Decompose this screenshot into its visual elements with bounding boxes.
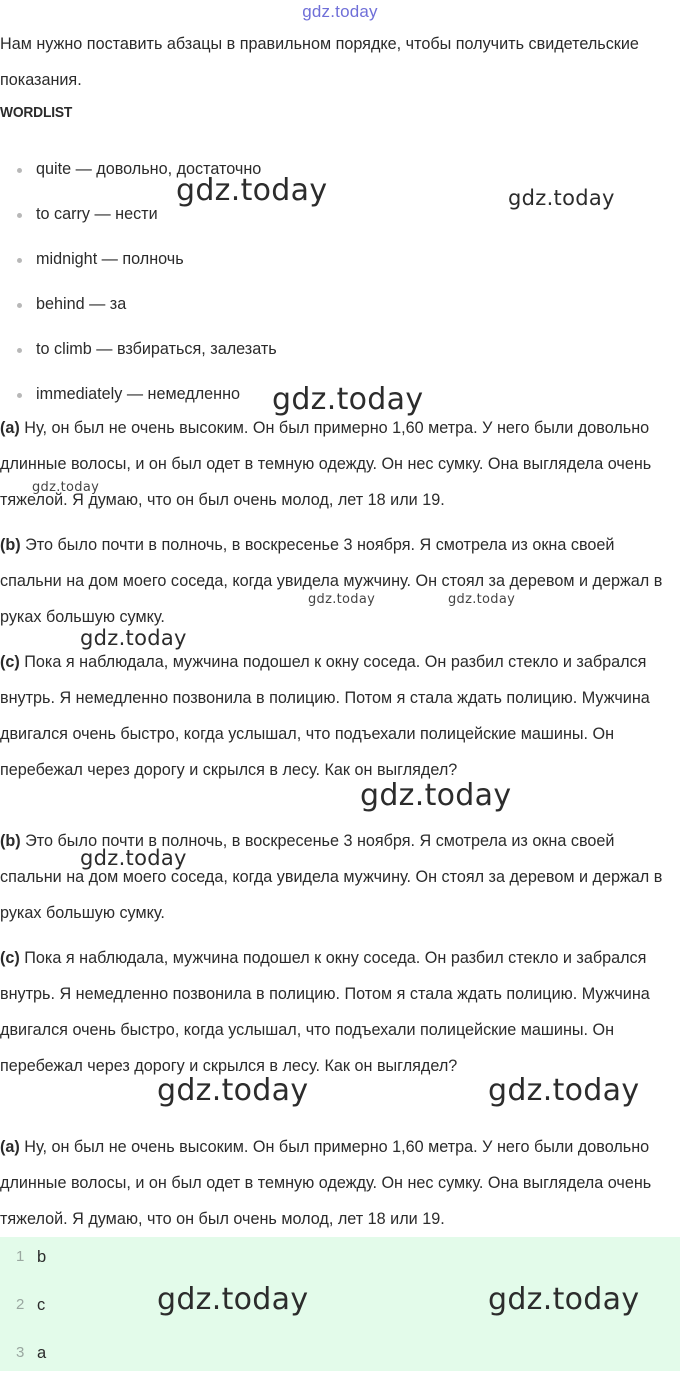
wordlist-heading: WORDLIST [0,104,73,121]
paragraph-c-ordered [0,940,672,1084]
paragraph-a-ordered [0,1129,672,1237]
wordlist-item-text: immediately — немедленно [36,385,241,403]
paragraph-letter: (b) [0,536,21,554]
answer-value: a [37,1344,47,1362]
answer-value: c [37,1296,46,1314]
bullet-icon [17,213,22,218]
paragraph-a [0,410,672,518]
paragraph-text: Пока я наблюдала, мужчина подошел к окну соседа. Он разбил стекло и забрался внутрь. Я немедленно позвонила в полицию. Потом я стала ждать полицию. Мужчина двигался очень быстро, когда услышал, что подъехали полицейские машины. Он перебежал через дорогу и скрылся в лесу. Как он выглядел? [0,653,650,779]
bullet-icon [17,348,22,353]
paragraph-letter: (c) [0,949,20,967]
wordlist-item-text: to climb — взбираться, залезать [36,340,277,358]
paragraph-letter: (b) [0,832,21,850]
answer-row [0,1333,680,1373]
watermark: gdz.today [157,1073,309,1108]
answer-number: 1 [16,1248,25,1265]
bullet-icon [17,393,22,398]
bullet-icon [17,258,22,263]
paragraph-text: Ну, он был не очень высоким. Он был примерно 1,60 метра. У него были довольно длинные волосы, и он был одет в темную одежду. Он нес сумку. Она выглядела очень тяжелой. Я думаю, что он был очень молод, лет 18 или 19. [0,1138,652,1228]
wordlist-item-text: quite — довольно, достаточно [36,160,262,178]
paragraph-c [0,644,672,788]
paragraph-b-ordered [0,823,672,931]
bullet-icon [17,303,22,308]
paragraph-text: Пока я наблюдала, мужчина подошел к окну соседа. Он разбил стекло и забрался внутрь. Я немедленно позвонила в полицию. Потом я стала ждать полицию. Мужчина двигался очень быстро, когда услышал, что подъехали полицейские машины. Он перебежал через дорогу и скрылся в лесу. Как он выглядел? [0,949,650,1075]
answer-block [0,1237,680,1371]
watermark: gdz.today [32,480,100,495]
wordlist-item-text: midnight — полночь [36,250,184,268]
answer-row [0,1285,680,1325]
wordlist-item-text: to carry — нести [36,205,158,223]
watermark: gdz.today [157,1282,309,1317]
paragraph-letter: (c) [0,653,20,671]
wordlist [0,150,672,420]
paragraph-text: Это было почти в полночь, в воскресенье 3 ноября. Я смотрела из окна своей спальни на дом моего соседа, когда увидела мужчину. Он стоял за деревом и держал в руках большую сумку. [0,536,663,626]
wordlist-item [0,150,672,195]
wordlist-item [0,195,672,240]
answer-number: 2 [16,1296,25,1313]
answer-number: 3 [16,1344,25,1361]
watermark: gdz.today [488,1073,640,1108]
answer-row [0,1237,680,1277]
watermark: gdz.today [508,186,615,210]
paragraph-letter: (a) [0,1138,20,1156]
watermark: gdz.today [488,1282,640,1317]
paragraph-text: Ну, он был не очень высоким. Он был примерно 1,60 метра. У него были довольно длинные волосы, и он был одет в темную одежду. Он нес сумку. Она выглядела очень тяжелой. Я думаю, что он был очень молод, лет 18 или 19. [0,419,652,509]
intro-text: Нам нужно поставить абзацы в правильном порядке, чтобы получить свидетельские показания. [0,35,639,89]
paragraph-text: Это было почти в полночь, в воскресенье 3 ноября. Я смотрела из окна своей спальни на дом моего соседа, когда увидела мужчину. Он стоял за деревом и держал в руках большую сумку. [0,832,663,922]
answer-value: b [37,1248,47,1266]
paragraph-letter: (a) [0,419,20,437]
watermark: gdz.today [272,382,424,417]
wordlist-item-text: behind — за [36,295,127,313]
watermark: gdz.today [80,626,187,650]
watermark: gdz.today [176,173,328,208]
wordlist-item [0,240,672,285]
watermark: gdz.today [360,778,512,813]
watermark: gdz.today [80,846,187,870]
watermark: gdz.today [308,592,376,607]
paragraph-b [0,527,672,635]
wordlist-item [0,285,672,330]
watermark: gdz.today [448,592,516,607]
site-watermark-link[interactable]: gdz.today [302,2,378,21]
bullet-icon [17,168,22,173]
wordlist-item [0,330,672,375]
